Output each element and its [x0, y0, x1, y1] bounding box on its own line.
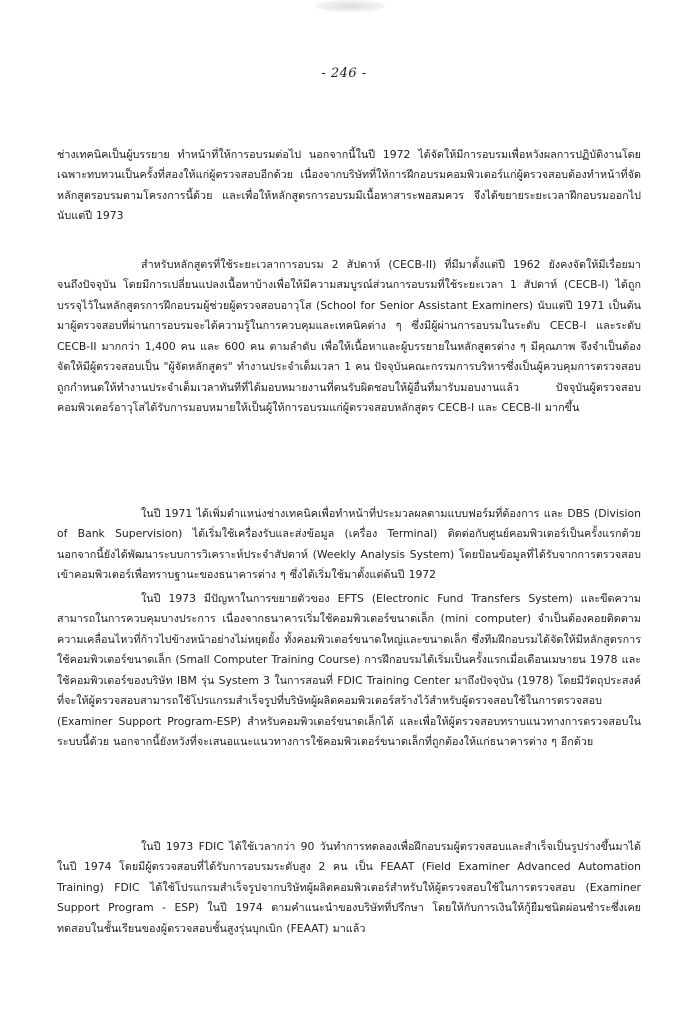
paragraph-5: ในปี 1973 FDIC ได้ใช้เวลากว่า 90 วันทำการทดลองเพื่อฝึกอบรมผู้ตรวจสอบและสำเร็จเป็นรูปร่างขึ้นมาได้ในปี 1974 โดยมีผู้ตรวจสอบที่ได้รับการอบรมระดับสูง 2 คน เป็น FEAAT (Field Examiner Advanced Automation Training) FDIC ได้ใช้โปรแกรมสำเร็จรูปจากบริษัทผู้ผลิตคอมพิวเตอร์สำหรับให้ผู้ตรวจสอบใช้ในการตรวจสอบ (Examiner Support Program - ESP) ในปี 1974 ตามคำแนะนำของบริษัทที่ปรึกษา โดยให้กับการเงินให้กู้ยืมชนิดผ่อนชำระซึ่งเคยทดสอบในชั้นเรียนของผู้ตรวจสอบชั้นสูงรุ่นบุกเบิก (FEAAT) มาแล้ว — [57, 839, 641, 935]
scan-artifact — [315, 0, 385, 12]
page-number: - 246 - — [321, 66, 367, 81]
paragraph-1: ช่างเทคนิคเป็นผู้บรรยาย ทำหน้าที่ให้การอบรมต่อไป นอกจากนี้ในปี 1972 ได้จัดให้มีการอบรมเพื่อหวังผลการปฏิบัติงานโดยเฉพาะทบทวนเป็นครั้งที่สองให้แก่ผู้ตรวจสอบอีกด้วย เนื่องจากบริษัทที่ให้การฝึกอบรมคอมพิวเตอร์แก่ผู้ตรวจสอบต้องทำหน้าที่จัดหลักสูตรอบรมตามโครงการนี้ด้วย และเพื่อให้หลักสูตรการอบรมมีเนื้อหาสาระพอสมควร จึงได้ขยายระยะเวลาฝึกอบรมออกไปนับแต่ปี 1973 — [57, 147, 641, 223]
paragraph-2: สำหรับหลักสูตรที่ใช้ระยะเวลาการอบรม 2 สัปดาห์ (CECB-II) ที่มีมาตั้งแต่ปี 1962 ยังคงจัดให้มีเรื่อยมาจนถึงปัจจุบัน โดยมีการเปลี่ยนแปลงเนื้อหาบ้างเพื่อให้มีความสมบูรณ์ส่วนการอบรมที่ใช้ระยะเวลา 1 สัปดาห์ (CECB-I) ได้ถูกบรรจุไว้ในหลักสูตรการฝึกอบรมผู้ช่วยผู้ตรวจสอบอาวุโส (School for Senior Assistant Examiners) นับแต่ปี 1971 เป็นต้นมาผู้ตรวจสอบที่ผ่านการอบรมจะได้ความรู้ในการควบคุมและเทคนิคต่าง ๆ ซึ่งมีผู้ผ่านการอบรมในระดับ CECB-I และระดับ CECB-II มากกว่า 1,400 คน และ 600 คน ตามลำดับ เพื่อให้เนื้อหาและผู้บรรยายในหลักสูตรต่าง ๆ มีคุณภาพ จึงจำเป็นต้องจัดให้มีผู้ตรวจสอบเป็น "ผู้จัดหลักสูตร" ทำงานประจำเต็มเวลา 1 คน ปัจจุบันคณะกรรมการบริหารซึ่งเป็นผู้ควบคุมการตรวจสอบถูกกำหนดให้ทำงานประจำเต็มเวลาทันทีที่ได้มอบหมายงานที่ตนรับผิดชอบให้ผู้อื่นที่มารับมอบงานแล้ว ปัจจุบันผู้ตรวจสอบคอมพิวเตอร์อาวุโสได้รับการมอบหมายให้เป็นผู้ให้การอบรมแก่ผู้ตรวจสอบหลักสูตร CECB-I และ CECB-II มากขึ้น — [57, 257, 641, 415]
paragraph-4: ในปี 1973 มีปัญหาในการขยายตัวของ EFTS (Electronic Fund Transfers System) และขีดความสามารถในการควบคุมบางประการ เนื่องจากธนาคารเริ่มใช้คอมพิวเตอร์ขนาดเล็ก (mini computer) จำเป็นต้องคอยติดตามความเคลื่อนไหวที่ก้าวไปข้างหน้าอย่างไม่หยุดยั้ง ทั้งคอมพิวเตอร์ขนาดใหญ่และขนาดเล็ก ซึ่งทีมฝึกอบรมได้จัดให้มีหลักสูตรการใช้คอมพิวเตอร์ขนาดเล็ก (Small Computer Training Course) การฝึกอบรมได้เริ่มเป็นครั้งแรกเมื่อเดือนเมษายน 1978 และใช้คอมพิวเตอร์ของบริษัท IBM รุ่น System 3 ในการสอนที่ FDIC Training Center มาถึงปัจจุบัน (1978) โดยมีวัตถุประสงค์ที่จะให้ผู้ตรวจสอบสามารถใช้โปรแกรมสำเร็จรูปที่บริษัทผู้ผลิตคอมพิวเตอร์สร้างไว้สำหรับผู้ตรวจสอบใช้ในการตรวจสอบ (Examiner Support Program-ESP) สำหรับคอมพิวเตอร์ขนาดเล็กได้ และเพื่อให้ผู้ตรวจสอบทราบแนวทางการตรวจสอบในระบบนี้ด้วย นอกจากนี้ยังหวังที่จะเสนอแนะแนวทางการใช้คอมพิวเตอร์ขนาดเล็กที่ถูกต้องให้แก่ธนาคารต่าง ๆ อีกด้วย — [57, 591, 641, 749]
paragraph-3: ในปี 1971 ได้เพิ่มตำแหน่งช่างเทคนิคเพื่อทำหน้าที่ประมวลผลตามแบบฟอร์มที่ต้องการ และ DBS (Division of Bank Supervision) ได้เริ่มใช้เครื่องรับและส่งข้อมูล (เครื่อง Terminal) ติดต่อกับศูนย์คอมพิวเตอร์เป็นครั้งแรกด้วย นอกจากนี้ยังได้พัฒนาระบบการวิเคราะห์ประจำสัปดาห์ (Weekly Analysis System) โดยป้อนข้อมูลที่ได้รับจากการตรวจสอบเข้าคอมพิวเตอร์เพื่อทราบฐานะของธนาคารต่าง ๆ ซึ่งได้เริ่มใช้มาตั้งแต่ต้นปี 1972 — [57, 506, 641, 582]
